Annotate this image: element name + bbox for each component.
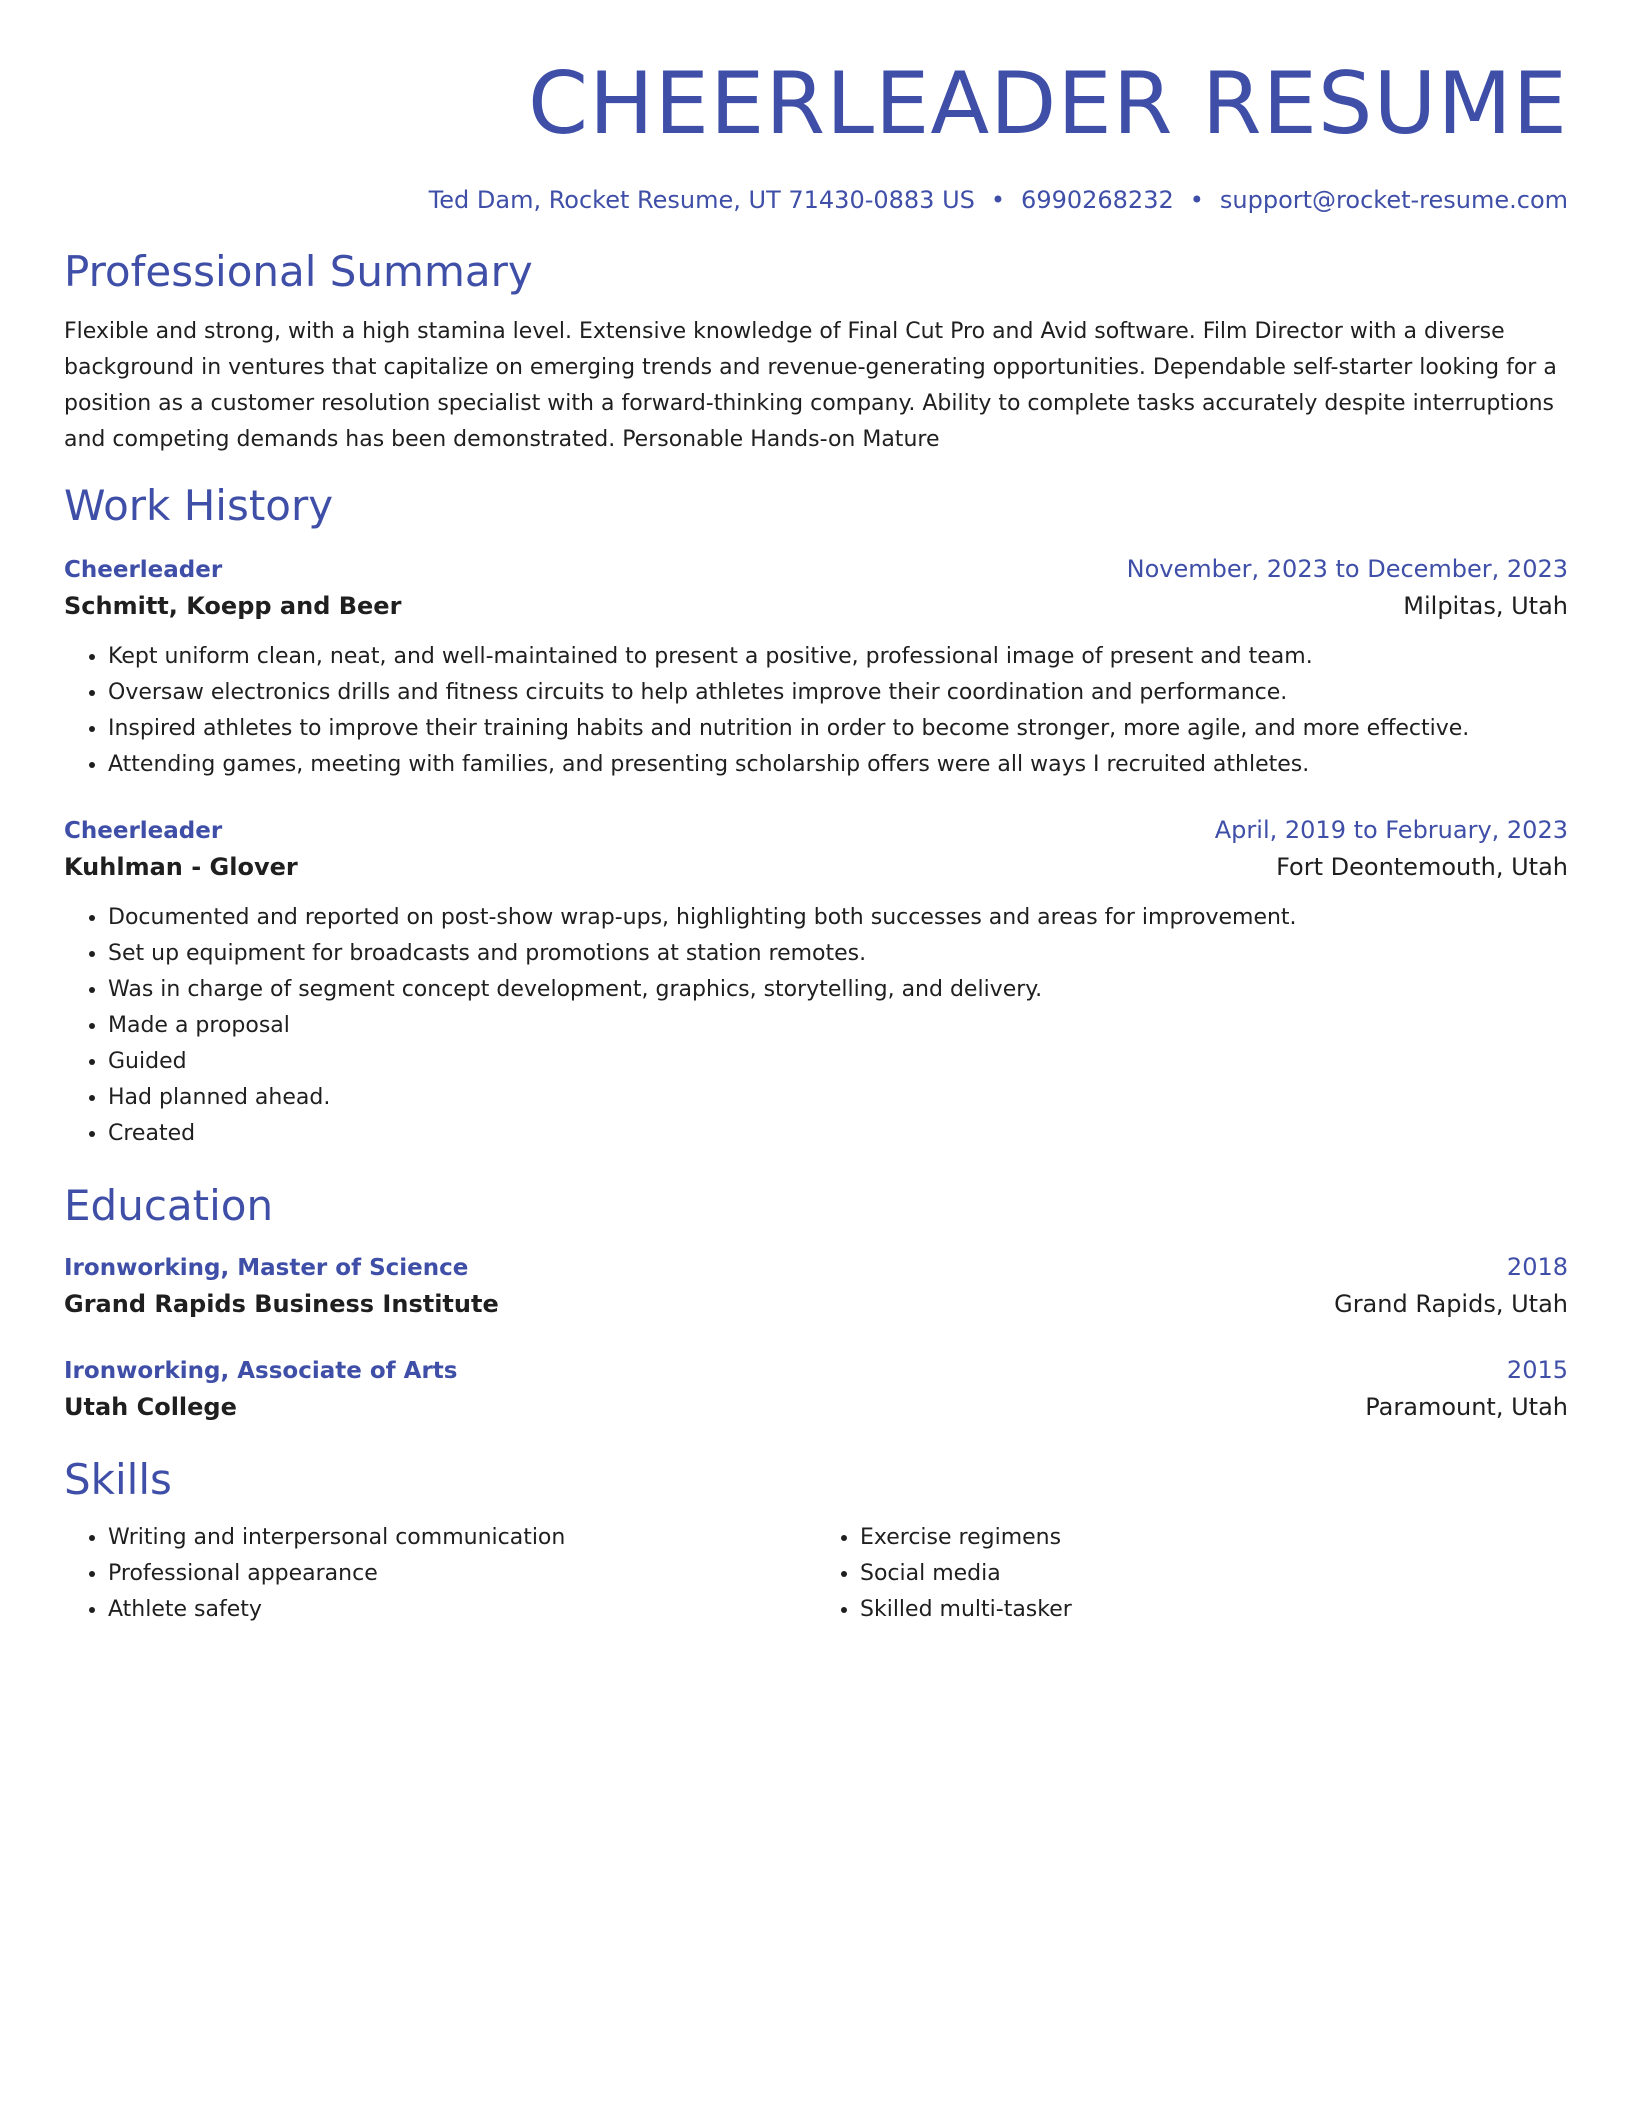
skill-item: • Athlete safety bbox=[108, 1592, 816, 1628]
summary-text: Flexible and strong, with a high stamina level. Extensive knowledge of Final Cut Pro and Avid software. Film Director with a diverse background in ventures that capitalize on emerging trends and revenue-generating opportunities. Dependable self-starter looking for a position as a customer resolution specialist with a forward-thinking company. Ability to complete tasks accurately despite interruptions and competing demands has been demonstrated. Personable Hands-on Mature bbox=[64, 319, 1557, 452]
job-location: Fort Deontemouth, Utah bbox=[1276, 853, 1568, 881]
job-bullet: • Attending games, meeting with families, and presenting scholarship offers were all ways I recruited athletes. bbox=[108, 747, 1568, 783]
education-school-row bbox=[64, 1388, 1568, 1426]
job-company-row bbox=[64, 587, 1568, 625]
contact-line bbox=[64, 184, 1568, 216]
skills-section bbox=[64, 1454, 1568, 1628]
resume-header bbox=[64, 56, 1568, 216]
education-year: 2018 bbox=[1506, 1253, 1568, 1281]
job-role: Cheerleader bbox=[64, 818, 223, 844]
job-bullet: • Kept uniform clean, neat, and well-maintained to present a positive, professional image of present and team. bbox=[108, 639, 1568, 675]
contact-address: Ted Dam, Rocket Resume, UT 71430-0883 US bbox=[428, 186, 975, 214]
job-bullet: • Created bbox=[108, 1116, 1568, 1152]
education-school-row bbox=[64, 1285, 1568, 1323]
job-bullets bbox=[64, 900, 1568, 1152]
contact-phone: 6990268232 bbox=[1021, 186, 1174, 214]
job-bullet: • Had planned ahead. bbox=[108, 1080, 1568, 1116]
job-company: Kuhlman - Glover bbox=[64, 853, 298, 881]
work-history-section bbox=[64, 480, 1568, 1152]
summary-section bbox=[64, 246, 1568, 458]
job-bullets bbox=[64, 639, 1568, 783]
education-degree: Ironworking, Associate of Arts bbox=[64, 1358, 458, 1384]
job-bullet: • Guided bbox=[108, 1044, 1568, 1080]
skill-item: • Social media bbox=[860, 1556, 1568, 1592]
education-entry bbox=[64, 1353, 1568, 1426]
job-header-row bbox=[64, 813, 1568, 848]
skills-column-left bbox=[64, 1520, 816, 1628]
education-school: Utah College bbox=[64, 1393, 237, 1421]
education-degree-row bbox=[64, 1353, 1568, 1388]
skill-item: • Exercise regimens bbox=[860, 1520, 1568, 1556]
resume-title: CHEERLEADER RESUME bbox=[527, 54, 1568, 154]
job-bullet: • Oversaw electronics drills and fitness circuits to help athletes improve their coordination and performance. bbox=[108, 675, 1568, 711]
job-entry bbox=[64, 813, 1568, 1152]
education-degree-row bbox=[64, 1250, 1568, 1285]
job-header-row bbox=[64, 552, 1568, 587]
skill-item: • Skilled multi-tasker bbox=[860, 1592, 1568, 1628]
education-year: 2015 bbox=[1506, 1356, 1568, 1384]
job-bullet: • Inspired athletes to improve their training habits and nutrition in order to become stronger, more agile, and more effective. bbox=[108, 711, 1568, 747]
education-section bbox=[64, 1180, 1568, 1426]
education-entry bbox=[64, 1250, 1568, 1323]
job-bullet: • Made a proposal bbox=[108, 1008, 1568, 1044]
work-history-heading: Work History bbox=[64, 481, 334, 530]
skill-item: • Professional appearance bbox=[108, 1556, 816, 1592]
skills-grid bbox=[64, 1520, 1568, 1628]
education-location: Grand Rapids, Utah bbox=[1334, 1290, 1568, 1318]
education-heading: Education bbox=[64, 1181, 274, 1230]
job-dates: April, 2019 to February, 2023 bbox=[1214, 816, 1568, 844]
skills-column-right bbox=[816, 1520, 1568, 1628]
skills-heading: Skills bbox=[64, 1455, 172, 1504]
job-bullet: • Set up equipment for broadcasts and promotions at station remotes. bbox=[108, 936, 1568, 972]
contact-separator: • bbox=[1189, 186, 1204, 214]
education-location: Paramount, Utah bbox=[1365, 1393, 1568, 1421]
job-location: Milpitas, Utah bbox=[1403, 592, 1568, 620]
education-degree: Ironworking, Master of Science bbox=[64, 1255, 469, 1281]
contact-email: support@rocket-resume.com bbox=[1219, 186, 1568, 214]
summary-heading: Professional Summary bbox=[64, 247, 533, 296]
skill-item: • Writing and interpersonal communication bbox=[108, 1520, 816, 1556]
job-bullet: • Was in charge of segment concept development, graphics, storytelling, and delivery. bbox=[108, 972, 1568, 1008]
job-company-row bbox=[64, 848, 1568, 886]
job-entry bbox=[64, 552, 1568, 783]
contact-separator: • bbox=[990, 186, 1006, 214]
education-school: Grand Rapids Business Institute bbox=[64, 1290, 499, 1318]
job-company: Schmitt, Koepp and Beer bbox=[64, 592, 402, 620]
job-dates: November, 2023 to December, 2023 bbox=[1126, 555, 1568, 583]
job-role: Cheerleader bbox=[64, 557, 223, 583]
job-bullet: • Documented and reported on post-show wrap-ups, highlighting both successes and areas for improvement. bbox=[108, 900, 1568, 936]
